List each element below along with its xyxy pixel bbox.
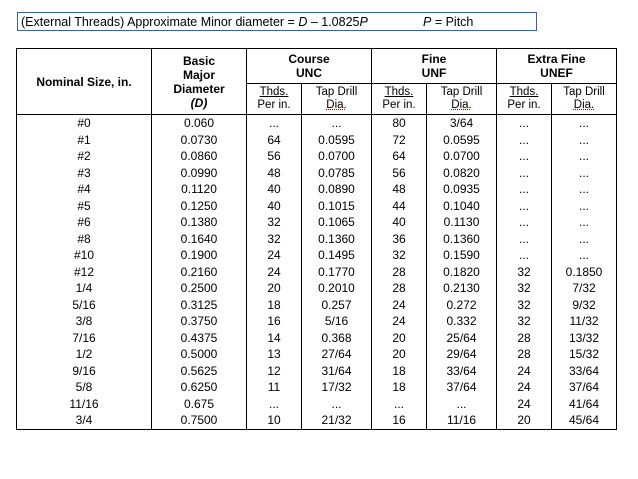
cell-unef-tap-drill: 33/64 <box>552 363 617 380</box>
cell-unc-tap-drill: 0.0595 <box>302 132 372 149</box>
cell-unf-thds-per-in: 40 <box>372 214 427 231</box>
cell-unef-tap-drill: ... <box>552 165 617 182</box>
header-extra-line2: UNEF <box>540 66 573 80</box>
cell-unc-tap-drill: 0.1360 <box>302 231 372 248</box>
cell-unef-tap-drill: ... <box>552 132 617 149</box>
cell-nominal-size: #1 <box>17 132 152 149</box>
table-row <box>17 313 617 330</box>
cell-unef-tap-drill: 9/32 <box>552 297 617 314</box>
cell-unf-tap-drill: 0.0595 <box>427 132 497 149</box>
cell-basic-major-diameter: 0.5000 <box>152 346 247 363</box>
cell-unef-thds-per-in: ... <box>497 132 552 149</box>
cell-unc-tap-drill: ... <box>302 396 372 413</box>
table-row <box>17 264 617 281</box>
cell-unef-tap-drill: ... <box>552 181 617 198</box>
cell-nominal-size: 1/2 <box>17 346 152 363</box>
cell-unc-tap-drill: 0.1770 <box>302 264 372 281</box>
table-row <box>17 412 617 429</box>
cell-unef-tap-drill: 7/32 <box>552 280 617 297</box>
cell-unc-tap-drill: 0.2010 <box>302 280 372 297</box>
cell-nominal-size: 7/16 <box>17 330 152 347</box>
cell-unc-thds-per-in: 40 <box>247 181 302 198</box>
header-fine-line2: UNF <box>421 66 447 80</box>
pitch-text: = Pitch <box>431 15 474 29</box>
cell-unc-thds-per-in: 20 <box>247 280 302 297</box>
table-row <box>17 346 617 363</box>
cell-unef-tap-drill: ... <box>552 231 617 248</box>
cell-unf-tap-drill: 0.1820 <box>427 264 497 281</box>
cell-unf-thds-per-in: 16 <box>372 412 427 429</box>
cell-unf-tap-drill: 0.1130 <box>427 214 497 231</box>
cell-unf-thds-per-in: 80 <box>372 115 427 132</box>
cell-nominal-size: #6 <box>17 214 152 231</box>
cell-unc-tap-drill: 0.1015 <box>302 198 372 215</box>
cell-basic-major-diameter: 0.2160 <box>152 264 247 281</box>
cell-unf-thds-per-in: 44 <box>372 198 427 215</box>
thread-table <box>16 48 617 430</box>
cell-nominal-size: #8 <box>17 231 152 248</box>
table-row <box>17 181 617 198</box>
cell-unc-thds-per-in: ... <box>247 396 302 413</box>
header-basic-line3: Diameter <box>173 81 225 96</box>
cell-nominal-size: 3/4 <box>17 412 152 429</box>
formula-text: (External Threads) Approximate Minor diameter = <box>21 15 299 29</box>
table-row <box>17 132 617 149</box>
cell-unf-thds-per-in: 24 <box>372 297 427 314</box>
cell-unef-tap-drill: ... <box>552 198 617 215</box>
header-course-line2: UNC <box>296 66 322 80</box>
cell-unc-tap-drill: 0.0890 <box>302 181 372 198</box>
cell-unef-tap-drill: 13/32 <box>552 330 617 347</box>
cell-basic-major-diameter: 0.2500 <box>152 280 247 297</box>
cell-unef-thds-per-in: 32 <box>497 313 552 330</box>
cell-unc-thds-per-in: 40 <box>247 198 302 215</box>
cell-unef-thds-per-in: ... <box>497 165 552 182</box>
cell-unef-thds-per-in: ... <box>497 198 552 215</box>
cell-unc-thds-per-in: 48 <box>247 165 302 182</box>
cell-unef-tap-drill: 15/32 <box>552 346 617 363</box>
cell-unef-thds-per-in: 28 <box>497 346 552 363</box>
subheader-unef-tap-drill: Tap Drill Dia. <box>552 84 617 115</box>
cell-basic-major-diameter: 0.3125 <box>152 297 247 314</box>
cell-unef-tap-drill: ... <box>552 115 617 132</box>
cell-basic-major-diameter: 0.1120 <box>152 181 247 198</box>
cell-nominal-size: #12 <box>17 264 152 281</box>
cell-unef-thds-per-in: 32 <box>497 280 552 297</box>
table-row <box>17 148 617 165</box>
cell-nominal-size: #3 <box>17 165 152 182</box>
header-basic-line4: (D) <box>190 95 208 110</box>
cell-nominal-size: 5/16 <box>17 297 152 314</box>
cell-unf-tap-drill: 29/64 <box>427 346 497 363</box>
cell-unc-tap-drill: 27/64 <box>302 346 372 363</box>
cell-unc-thds-per-in: 10 <box>247 412 302 429</box>
cell-unc-tap-drill: 0.257 <box>302 297 372 314</box>
cell-unc-tap-drill: 0.368 <box>302 330 372 347</box>
subheader-unf-thds: Thds. Per in. <box>372 84 427 115</box>
cell-unef-tap-drill: ... <box>552 148 617 165</box>
header-basic-major-diameter <box>152 49 247 115</box>
cell-basic-major-diameter: 0.060 <box>152 115 247 132</box>
cell-unef-thds-per-in: ... <box>497 148 552 165</box>
cell-unef-tap-drill: ... <box>552 214 617 231</box>
cell-nominal-size: 11/16 <box>17 396 152 413</box>
table-row <box>17 247 617 264</box>
cell-unc-thds-per-in: 18 <box>247 297 302 314</box>
cell-nominal-size: #4 <box>17 181 152 198</box>
cell-unef-tap-drill: ... <box>552 247 617 264</box>
header-course-line1: Course <box>288 52 330 66</box>
cell-unef-thds-per-in: 32 <box>497 264 552 281</box>
cell-unef-thds-per-in: 28 <box>497 330 552 347</box>
cell-unc-thds-per-in: 14 <box>247 330 302 347</box>
table-row <box>17 363 617 380</box>
table-row <box>17 165 617 182</box>
cell-unf-thds-per-in: ... <box>372 396 427 413</box>
cell-basic-major-diameter: 0.0990 <box>152 165 247 182</box>
cell-unc-tap-drill: 31/64 <box>302 363 372 380</box>
cell-unf-tap-drill: 33/64 <box>427 363 497 380</box>
cell-basic-major-diameter: 0.1900 <box>152 247 247 264</box>
header-course-unc <box>247 49 372 84</box>
subheader-unc-tap-drill: Tap Drill Dia. <box>302 84 372 115</box>
header-fine-unf <box>372 49 497 84</box>
cell-nominal-size: #10 <box>17 247 152 264</box>
cell-basic-major-diameter: 0.0730 <box>152 132 247 149</box>
cell-unf-tap-drill: 37/64 <box>427 379 497 396</box>
table-row <box>17 379 617 396</box>
cell-unf-thds-per-in: 64 <box>372 148 427 165</box>
table-row <box>17 297 617 314</box>
cell-unf-thds-per-in: 48 <box>372 181 427 198</box>
cell-unf-tap-drill: 3/64 <box>427 115 497 132</box>
cell-unc-thds-per-in: 16 <box>247 313 302 330</box>
cell-basic-major-diameter: 0.7500 <box>152 412 247 429</box>
cell-unc-tap-drill: 5/16 <box>302 313 372 330</box>
cell-unef-thds-per-in: 24 <box>497 379 552 396</box>
cell-basic-major-diameter: 0.0860 <box>152 148 247 165</box>
cell-unef-tap-drill: 37/64 <box>552 379 617 396</box>
cell-basic-major-diameter: 0.3750 <box>152 313 247 330</box>
subheader-unc-thds: Thds. Per in. <box>247 84 302 115</box>
table-row <box>17 198 617 215</box>
cell-unf-thds-per-in: 28 <box>372 264 427 281</box>
subheader-unf-tap-drill: Tap Drill Dia. <box>427 84 497 115</box>
cell-unef-thds-per-in: 24 <box>497 363 552 380</box>
cell-unc-thds-per-in: 64 <box>247 132 302 149</box>
cell-unf-thds-per-in: 24 <box>372 313 427 330</box>
cell-unf-tap-drill: 0.2130 <box>427 280 497 297</box>
cell-unf-thds-per-in: 36 <box>372 231 427 248</box>
cell-unf-tap-drill: 0.0935 <box>427 181 497 198</box>
subheader-unef-thds: Thds. Per in. <box>497 84 552 115</box>
header-extra-line1: Extra Fine <box>527 52 586 66</box>
cell-unc-tap-drill: 0.0700 <box>302 148 372 165</box>
cell-unc-thds-per-in: 24 <box>247 247 302 264</box>
cell-basic-major-diameter: 0.675 <box>152 396 247 413</box>
cell-unef-thds-per-in: ... <box>497 214 552 231</box>
cell-nominal-size: #5 <box>17 198 152 215</box>
table-row <box>17 330 617 347</box>
cell-unf-tap-drill: 0.1590 <box>427 247 497 264</box>
cell-unc-thds-per-in: ... <box>247 115 302 132</box>
cell-unc-thds-per-in: 56 <box>247 148 302 165</box>
cell-unf-thds-per-in: 20 <box>372 346 427 363</box>
cell-nominal-size: 5/8 <box>17 379 152 396</box>
cell-nominal-size: #0 <box>17 115 152 132</box>
formula-box <box>17 12 537 31</box>
cell-nominal-size: 3/8 <box>17 313 152 330</box>
header-basic-line2: Major <box>182 67 215 82</box>
cell-unf-tap-drill: 0.1040 <box>427 198 497 215</box>
cell-unc-tap-drill: ... <box>302 115 372 132</box>
cell-unef-thds-per-in: 32 <box>497 297 552 314</box>
cell-unc-thds-per-in: 32 <box>247 214 302 231</box>
cell-nominal-size: #2 <box>17 148 152 165</box>
cell-unf-thds-per-in: 18 <box>372 363 427 380</box>
cell-unc-thds-per-in: 12 <box>247 363 302 380</box>
cell-basic-major-diameter: 0.5625 <box>152 363 247 380</box>
cell-unc-tap-drill: 17/32 <box>302 379 372 396</box>
formula-d-variable: D <box>298 15 308 29</box>
cell-basic-major-diameter: 0.1380 <box>152 214 247 231</box>
cell-unc-tap-drill: 0.0785 <box>302 165 372 182</box>
pitch-legend <box>423 13 473 32</box>
cell-unf-tap-drill: 11/16 <box>427 412 497 429</box>
header-basic-line1: Basic <box>182 53 216 68</box>
table-row <box>17 231 617 248</box>
cell-unf-tap-drill: 0.1360 <box>427 231 497 248</box>
cell-basic-major-diameter: 0.1250 <box>152 198 247 215</box>
cell-nominal-size: 1/4 <box>17 280 152 297</box>
cell-unc-thds-per-in: 11 <box>247 379 302 396</box>
cell-unf-tap-drill: 0.0820 <box>427 165 497 182</box>
cell-unf-thds-per-in: 32 <box>372 247 427 264</box>
pitch-variable: P <box>423 15 432 29</box>
table-row <box>17 396 617 413</box>
cell-unef-thds-per-in: ... <box>497 247 552 264</box>
cell-unf-thds-per-in: 56 <box>372 165 427 182</box>
cell-unf-tap-drill: 0.272 <box>427 297 497 314</box>
cell-unc-tap-drill: 21/32 <box>302 412 372 429</box>
cell-unc-tap-drill: 0.1065 <box>302 214 372 231</box>
table-row <box>17 214 617 231</box>
formula-p-variable: P <box>359 15 368 29</box>
cell-unf-tap-drill: 0.332 <box>427 313 497 330</box>
thread-table-body <box>17 115 617 430</box>
cell-unef-thds-per-in: ... <box>497 231 552 248</box>
cell-nominal-size: 9/16 <box>17 363 152 380</box>
cell-unef-tap-drill: 41/64 <box>552 396 617 413</box>
cell-unf-thds-per-in: 20 <box>372 330 427 347</box>
cell-unef-thds-per-in: ... <box>497 181 552 198</box>
cell-unf-thds-per-in: 28 <box>372 280 427 297</box>
header-nominal-size: Nominal Size, in. <box>17 49 152 115</box>
cell-unc-thds-per-in: 24 <box>247 264 302 281</box>
cell-unef-tap-drill: 45/64 <box>552 412 617 429</box>
header-fine-line1: Fine <box>421 52 447 66</box>
cell-unf-tap-drill: 0.0700 <box>427 148 497 165</box>
cell-unf-tap-drill: ... <box>427 396 497 413</box>
formula-minus: – 1.0825 <box>307 15 360 29</box>
cell-unef-thds-per-in: 20 <box>497 412 552 429</box>
cell-unf-tap-drill: 25/64 <box>427 330 497 347</box>
cell-unef-thds-per-in: 24 <box>497 396 552 413</box>
cell-unc-tap-drill: 0.1495 <box>302 247 372 264</box>
cell-unf-thds-per-in: 18 <box>372 379 427 396</box>
cell-unef-thds-per-in: ... <box>497 115 552 132</box>
table-row <box>17 115 617 132</box>
cell-unc-thds-per-in: 13 <box>247 346 302 363</box>
cell-unc-thds-per-in: 32 <box>247 231 302 248</box>
table-row <box>17 280 617 297</box>
cell-unf-thds-per-in: 72 <box>372 132 427 149</box>
header-extra-fine-unef <box>497 49 617 84</box>
cell-unef-tap-drill: 0.1850 <box>552 264 617 281</box>
cell-basic-major-diameter: 0.4375 <box>152 330 247 347</box>
cell-basic-major-diameter: 0.1640 <box>152 231 247 248</box>
cell-basic-major-diameter: 0.6250 <box>152 379 247 396</box>
cell-unef-tap-drill: 11/32 <box>552 313 617 330</box>
